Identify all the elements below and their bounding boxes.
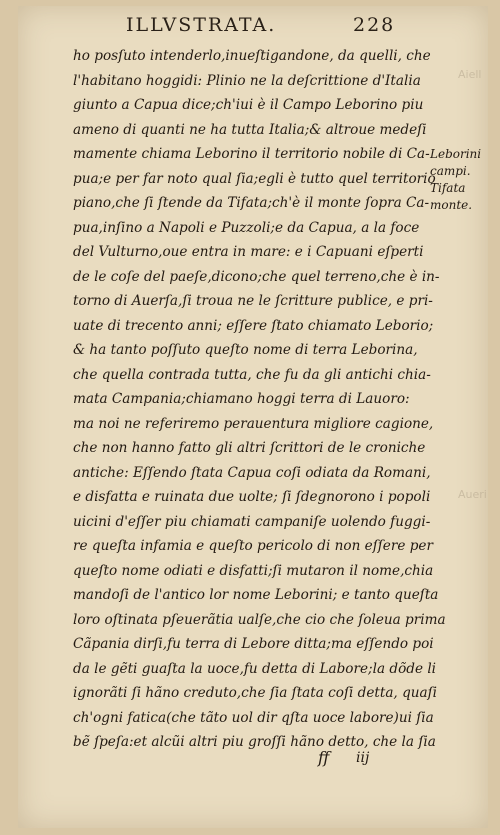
text-line: ch'ogni fatica(che tãto uol dir qſta uoce labore)ui ſia <box>73 709 434 726</box>
marginal-note <box>430 146 490 214</box>
text-line: che quella contrada tutta, che fu da gli antichi chia- <box>73 366 431 383</box>
text-line: mamente chiama Leborino il territorio nobile di Ca- <box>73 146 430 162</box>
text-line: e disfatta e ruinata due uolte; ſi ſdegnorono i popoli <box>73 489 431 505</box>
text-line: mandoſi de l'antico lor nome Leborini; e tanto queſta <box>73 587 439 603</box>
text-line: da le gẽti guaſta la uoce,fu detta di Labore;la dõde li <box>73 660 437 677</box>
show-through-text: Aueri <box>458 488 487 501</box>
text-line: l'habitano hoggidi: Plinio ne la deſcrittione d'Italia <box>73 72 421 89</box>
text-line: bẽ ſpeſa:et alcũi altri piu groſſi hãno detto, che la ſia <box>73 734 436 750</box>
marginal-note-line: campi. <box>430 164 471 178</box>
text-line: piano,che ſi ſtende da Tifata;ch'è il monte ſopra Ca- <box>73 195 430 211</box>
page-footer <box>308 746 428 776</box>
text-line: ameno di quanti ne ha tutta Italia;& altroue medeſi <box>73 121 427 138</box>
page-number: 228 <box>353 14 396 36</box>
text-line: & ha tanto poſſuto queſto nome di terra Leborina, <box>73 342 418 358</box>
signature-mark: ff <box>318 748 330 767</box>
running-title: ILLVSTRATA. <box>126 14 277 36</box>
show-through-text: Aiell <box>458 68 482 81</box>
text-line: ignorãti ſi hãno creduto,che ſia ſtata coſi detta, quaſi <box>73 685 438 701</box>
marginal-note-line: Tifata <box>430 181 466 195</box>
text-line: uate di trecento anni; eſſere ſtato chiamato Leborio; <box>73 317 434 334</box>
text-line: pua;e per far noto qual ſia;egli è tutto quel territorio <box>73 170 436 187</box>
text-line: re queſta infamia e queſto pericolo di non eſſere per <box>73 538 433 554</box>
text-line: de le coſe del paeſe,dicono;che quel terreno,che è in- <box>73 268 440 285</box>
book-page <box>18 6 488 828</box>
text-line: pua,inſino a Napoli e Puzzoli;e da Capua, a la foce <box>73 219 420 236</box>
main-text-block <box>73 44 446 755</box>
text-line: del Vulturno,oue entra in mare: e i Capuani eſperti <box>73 244 424 260</box>
text-line: antiche: Eſſendo ſtata Capua coſi odiata da Romani, <box>73 464 431 481</box>
text-line: mata Campania;chiamano hoggi terra di Lauoro: <box>73 391 410 407</box>
text-line: loro oſtinata pſeuerãtia ualſe,che cio che ſoleua prima <box>73 611 446 628</box>
running-header <box>98 12 438 40</box>
text-line: uicini d'eſſer piu chiamati campaniſe uolendo fuggi- <box>73 513 431 530</box>
text-line: ma noi ne referiremo perauentura migliore cagione, <box>73 415 434 432</box>
text-line: torno di Auerſa,ſi troua ne le ſcritture publice, e pri- <box>73 293 433 309</box>
text-line: che non hanno fatto gli altri ſcrittori de le croniche <box>73 440 426 456</box>
text-line: queſto nome odiati e disfatti;ſi mutaron il nome,chia <box>73 562 434 579</box>
text-line: ho posſuto intenderlo,inueſtigandone, da quelli, che <box>73 48 431 64</box>
marginal-note-line: Leborini <box>430 147 482 161</box>
text-line: Cãpania dirſi,fu terra di Lebore ditta;ma eſſendo poi <box>73 636 434 652</box>
signature-number: iij <box>356 750 370 766</box>
text-line: giunto a Capua dice;ch'iui è il Campo Leborino piu <box>73 97 424 113</box>
marginal-note-line: monte. <box>430 198 473 212</box>
